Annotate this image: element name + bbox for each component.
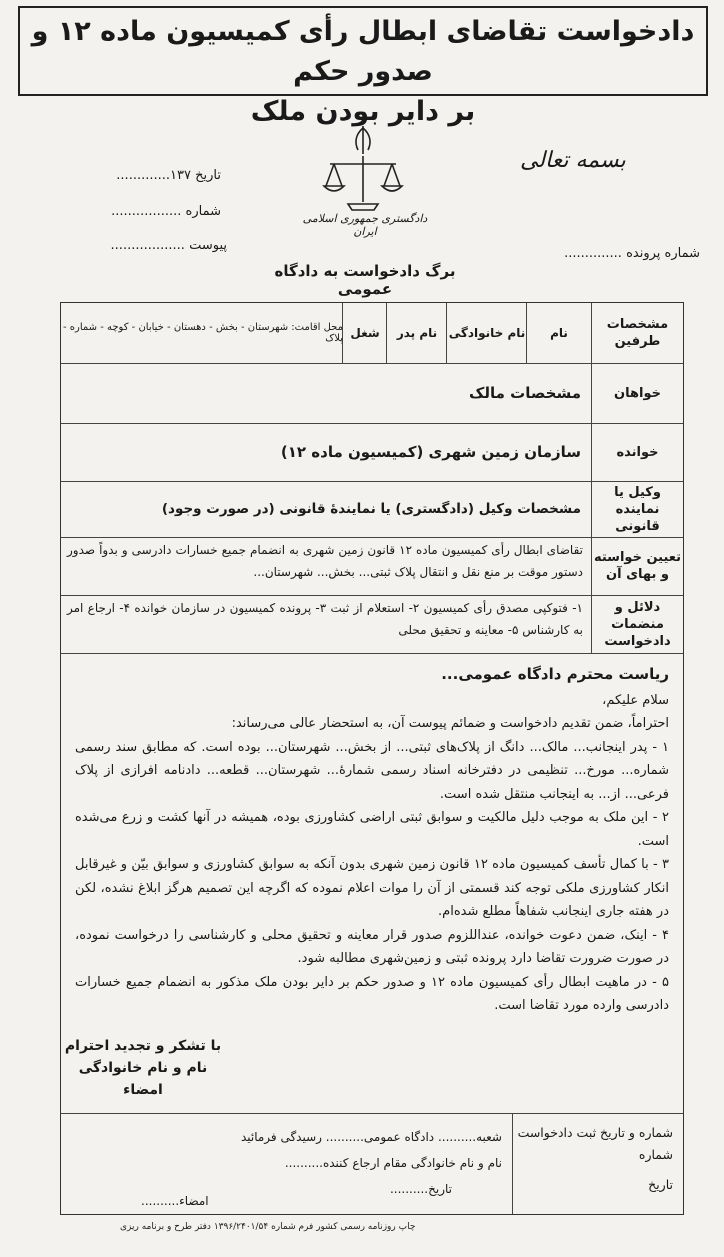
lawyer-row <box>61 481 683 538</box>
case-number-label: شماره پرونده <box>626 246 700 261</box>
date-field <box>86 168 221 183</box>
letter-paragraph-2: ۲ - این ملک به موجب دلیل مالکیت و سوابق ثبتی اراضی کشاورزی بوده، همیشه در آنها کشت و زرع می‌شده است. <box>75 810 669 849</box>
plaintiff-value: مشخصات مالک <box>469 384 581 402</box>
registration-number: شماره <box>638 1147 673 1162</box>
claim-label: تعیین خواسته و بهای آن <box>591 537 683 595</box>
plaintiff-label: خواهان <box>591 363 683 423</box>
document-title-line2: بر دایر بودن ملک <box>250 96 476 127</box>
closing-signature: امضاء <box>123 1082 163 1098</box>
signature-block <box>63 1035 223 1101</box>
claim-row <box>61 537 683 596</box>
col-father: نام پدر <box>386 303 447 363</box>
claim-value: تقاضای ابطال رأی کمیسیون ماده ۱۲ قانون زمین شهری به انضمام جمیع خسارات دادرسی و بدواً صدور دستور موقت بر منع نقل و انتقال پلاک ثبتی... بخش... شهرستان... <box>67 543 583 579</box>
form-footer <box>61 1113 683 1214</box>
letter-heading: ریاست محترم دادگاه عمومی... <box>441 665 669 683</box>
lawyer-value: مشخصات وکیل (دادگستری) یا نمایندهٔ قانونی (در صورت وجود) <box>161 501 581 517</box>
col-name: نام <box>526 303 591 363</box>
col-job: شغل <box>342 303 387 363</box>
emblem-caption: دادگستری جمهوری اسلامی ایران <box>302 212 428 238</box>
evidence-row <box>61 595 683 654</box>
letter-greeting: سلام علیکم، <box>602 692 669 708</box>
referral-box <box>61 1114 513 1214</box>
attachment-label: پیوست <box>189 238 227 253</box>
defendant-label: خوانده <box>591 423 683 481</box>
defendant-row <box>61 423 683 482</box>
letter-paragraph-3: ۳ - با کمال تأسف کمیسیون ماده ۱۲ قانون زمین شهری بدون آنکه به سوابق کشاورزی و سوابق بیّن و غیرقابل انکار کشاورزی ملکی توجه کند قسمتی از آن را موات اعلام نموده که اگرچه این تصمیم هرگز ابلاغ نشده، لکن در هفته جاری اینجانب شفاهاً مطلع شده‌ام. <box>75 857 669 919</box>
plaintiff-row <box>61 363 683 424</box>
number-field: شماره ................. <box>111 204 221 219</box>
col-family: نام خانوادگی <box>446 303 527 363</box>
letter-intro: احتراماً، ضمن تقدیم دادخواست و ضمائم پیوست آن، به استحضار عالی می‌رساند: <box>231 716 669 731</box>
defendant-value: سازمان زمین شهری (کمیسیون ماده ۱۲) <box>280 443 581 461</box>
bismillah-heading: بسمه تعالی <box>520 148 626 173</box>
parties-spec-label: مشخصات طرفین <box>591 303 683 363</box>
petition-letter-body <box>75 663 669 1018</box>
referrer-line: نام و نام خانوادگی مقام ارجاع کننده.......... <box>284 1156 502 1170</box>
registration-label: شماره و تاریخ ثبت دادخواست <box>517 1125 673 1140</box>
closing-name: نام و نام خانوادگی <box>78 1060 208 1076</box>
document-title-line1: دادخواست تقاضای ابطال رأی کمیسیون ماده ۱۲ و صدور حکم <box>31 16 695 87</box>
col-address: محل اقامت: شهرستان - بخش - دهستان - خیابان - کوچه - شماره - پلاک <box>62 322 343 344</box>
registration-box <box>513 1114 683 1214</box>
branch-line: شعبه.......... دادگاه عمومی.......... رسیدگی فرمائید <box>240 1130 502 1144</box>
date-label: تاریخ <box>195 168 221 183</box>
letter-paragraph-5: ۵ - در ماهیت ابطال رأی کمیسیون ماده ۱۲ و صدور حکم بر دایر بودن ملک مذکور به انضمام جمیع خسارات دادرسی وارده مورد تقاضا است. <box>75 974 669 1013</box>
form-title: برگ دادخواست به دادگاه عمومی <box>274 262 456 298</box>
letter-paragraph-1: ۱ - پدر اینجانب... مالک... دانگ از پلاک‌های ثبتی... از بخش... شهرستان... بوده است. که مطابق سند رسمی شماره... مورخ... تنظیمی در دفترخانه اسناد رسمی شمارهٔ... شهرستان... قطعه... دادنامه افرازی از پلاک فرعی... از... به اینجانب منتقل شده است. <box>75 739 669 802</box>
number-label: شماره <box>185 204 221 219</box>
letter-paragraph-4: ۴ - اینک، ضمن دعوت خوانده، عنداللزوم صدور قرار معاینه و تحقیق محلی و کارشناسی را درخواست نموده، در صورت ضرورت تقاضا دارد پرونده ثبتی و زمین‌شهری مطالبه شود. <box>75 927 669 966</box>
footer-signature-line: امضاء.......... <box>141 1194 209 1208</box>
evidence-value: ۱- فتوکپی مصدق رأی کمیسیون ۲- استعلام از ثبت ۳- پرونده کمیسیون در سازمان خوانده ۴- ارجاع امر به کارشناس ۵- معاینه و تحقیق محلی <box>67 601 583 637</box>
document-title-box <box>18 6 708 127</box>
date-value: ۱۳۷............. <box>116 168 191 183</box>
petition-form-table <box>60 302 684 1215</box>
closing-thanks: با تشکر و تجدید احترام <box>64 1038 222 1054</box>
registration-date: تاریخ <box>648 1177 673 1192</box>
lawyer-label: وکیل یا نماینده قانونی <box>591 481 683 537</box>
attachment-field: پیوست .................. <box>110 238 227 253</box>
print-credit: چاپ روزنامه رسمی کشور فرم شماره ۱۳۹۶/۲۴۰۱/۵۴ دفتر طرح و برنامه ریزی <box>120 1222 416 1232</box>
evidence-label: دلائل و منضمات دادخواست <box>591 595 683 653</box>
case-number-field: شماره پرونده .............. <box>564 246 700 261</box>
footer-date-line: تاریخ.......... <box>389 1182 452 1196</box>
parties-header-row <box>61 303 683 364</box>
